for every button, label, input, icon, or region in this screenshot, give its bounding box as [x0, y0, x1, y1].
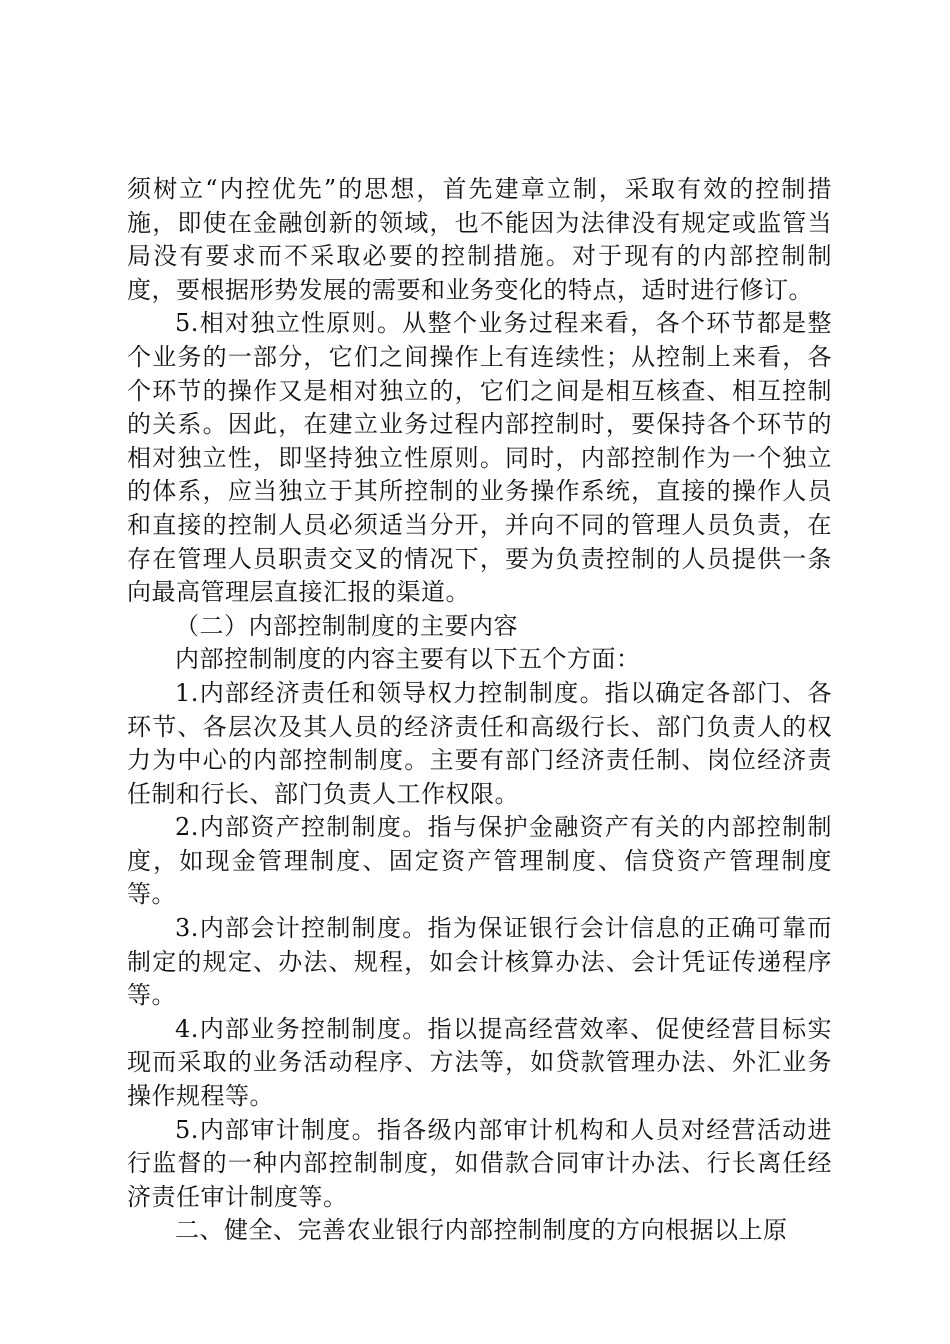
paragraph-item-1: 1.内部经济责任和领导权力控制制度。指以确定各部门、各环节、各层次及其人员的经济责任和高级行长、部门负责人的权力为中心的内部控制制度。主要有部门经济责任制、岗位经济责任制和行长、部门负责人工作权限。	[127, 678, 832, 808]
paragraph-item-2: 2.内部资产控制制度。指与保护金融资产有关的内部控制制度，如现金管理制度、固定资产管理制度、信贷资产管理制度等。	[127, 813, 832, 909]
body-text	[127, 173, 832, 1248]
paragraph-principle-5: 5.相对独立性原则。从整个业务过程来看，各个环节都是整个业务的一部分，它们之间操作上有连续性；从控制上来看，各个环节的操作又是相对独立的，它们之间是相互核查、相互控制的关系。因此，在建立业务过程内部控制时，要保持各个环节的相对独立性，即坚持独立性原则。同时，内部控制作为一个独立的体系，应当独立于其所控制的业务操作系统，直接的操作人员和直接的控制人员必须适当分开，并向不同的管理人员负责，在存在管理人员职责交叉的情况下，要为负责控制的人员提供一条向最高管理层直接汇报的渠道。	[127, 309, 832, 607]
paragraph-item-5: 5.内部审计制度。指各级内部审计机构和人员对经营活动进行监督的一种内部控制制度，如借款合同审计办法、行长离任经济责任审计制度等。	[127, 1115, 832, 1211]
paragraph-intro: 内部控制制度的内容主要有以下五个方面：	[175, 645, 641, 674]
section-heading-2: （二）内部控制制度的主要内容	[175, 611, 518, 640]
paragraph-item-4: 4.内部业务控制制度。指以提高经营效率、促使经营目标实现而采取的业务活动程序、方法等，如贷款管理办法、外汇业务操作规程等。	[127, 1014, 832, 1111]
paragraph-section-ii: 二、健全、完善农业银行内部控制制度的方向根据以上原	[175, 1216, 788, 1245]
paragraph-item-3: 3.内部会计控制制度。指为保证银行会计信息的正确可靠而制定的规定、办法、规程，如会计核算办法、会计凭证传递程序等。	[127, 914, 832, 1010]
paragraph-continuation: 须树立“内控优先”的思想，首先建章立制，采取有效的控制措施，即使在金融创新的领域，也不能因为法律没有规定或监管当局没有要求而不采取必要的控制措施。对于现有的内部控制制度，要根据形势发展的需要和业务变化的特点，适时进行修订。	[127, 175, 832, 304]
